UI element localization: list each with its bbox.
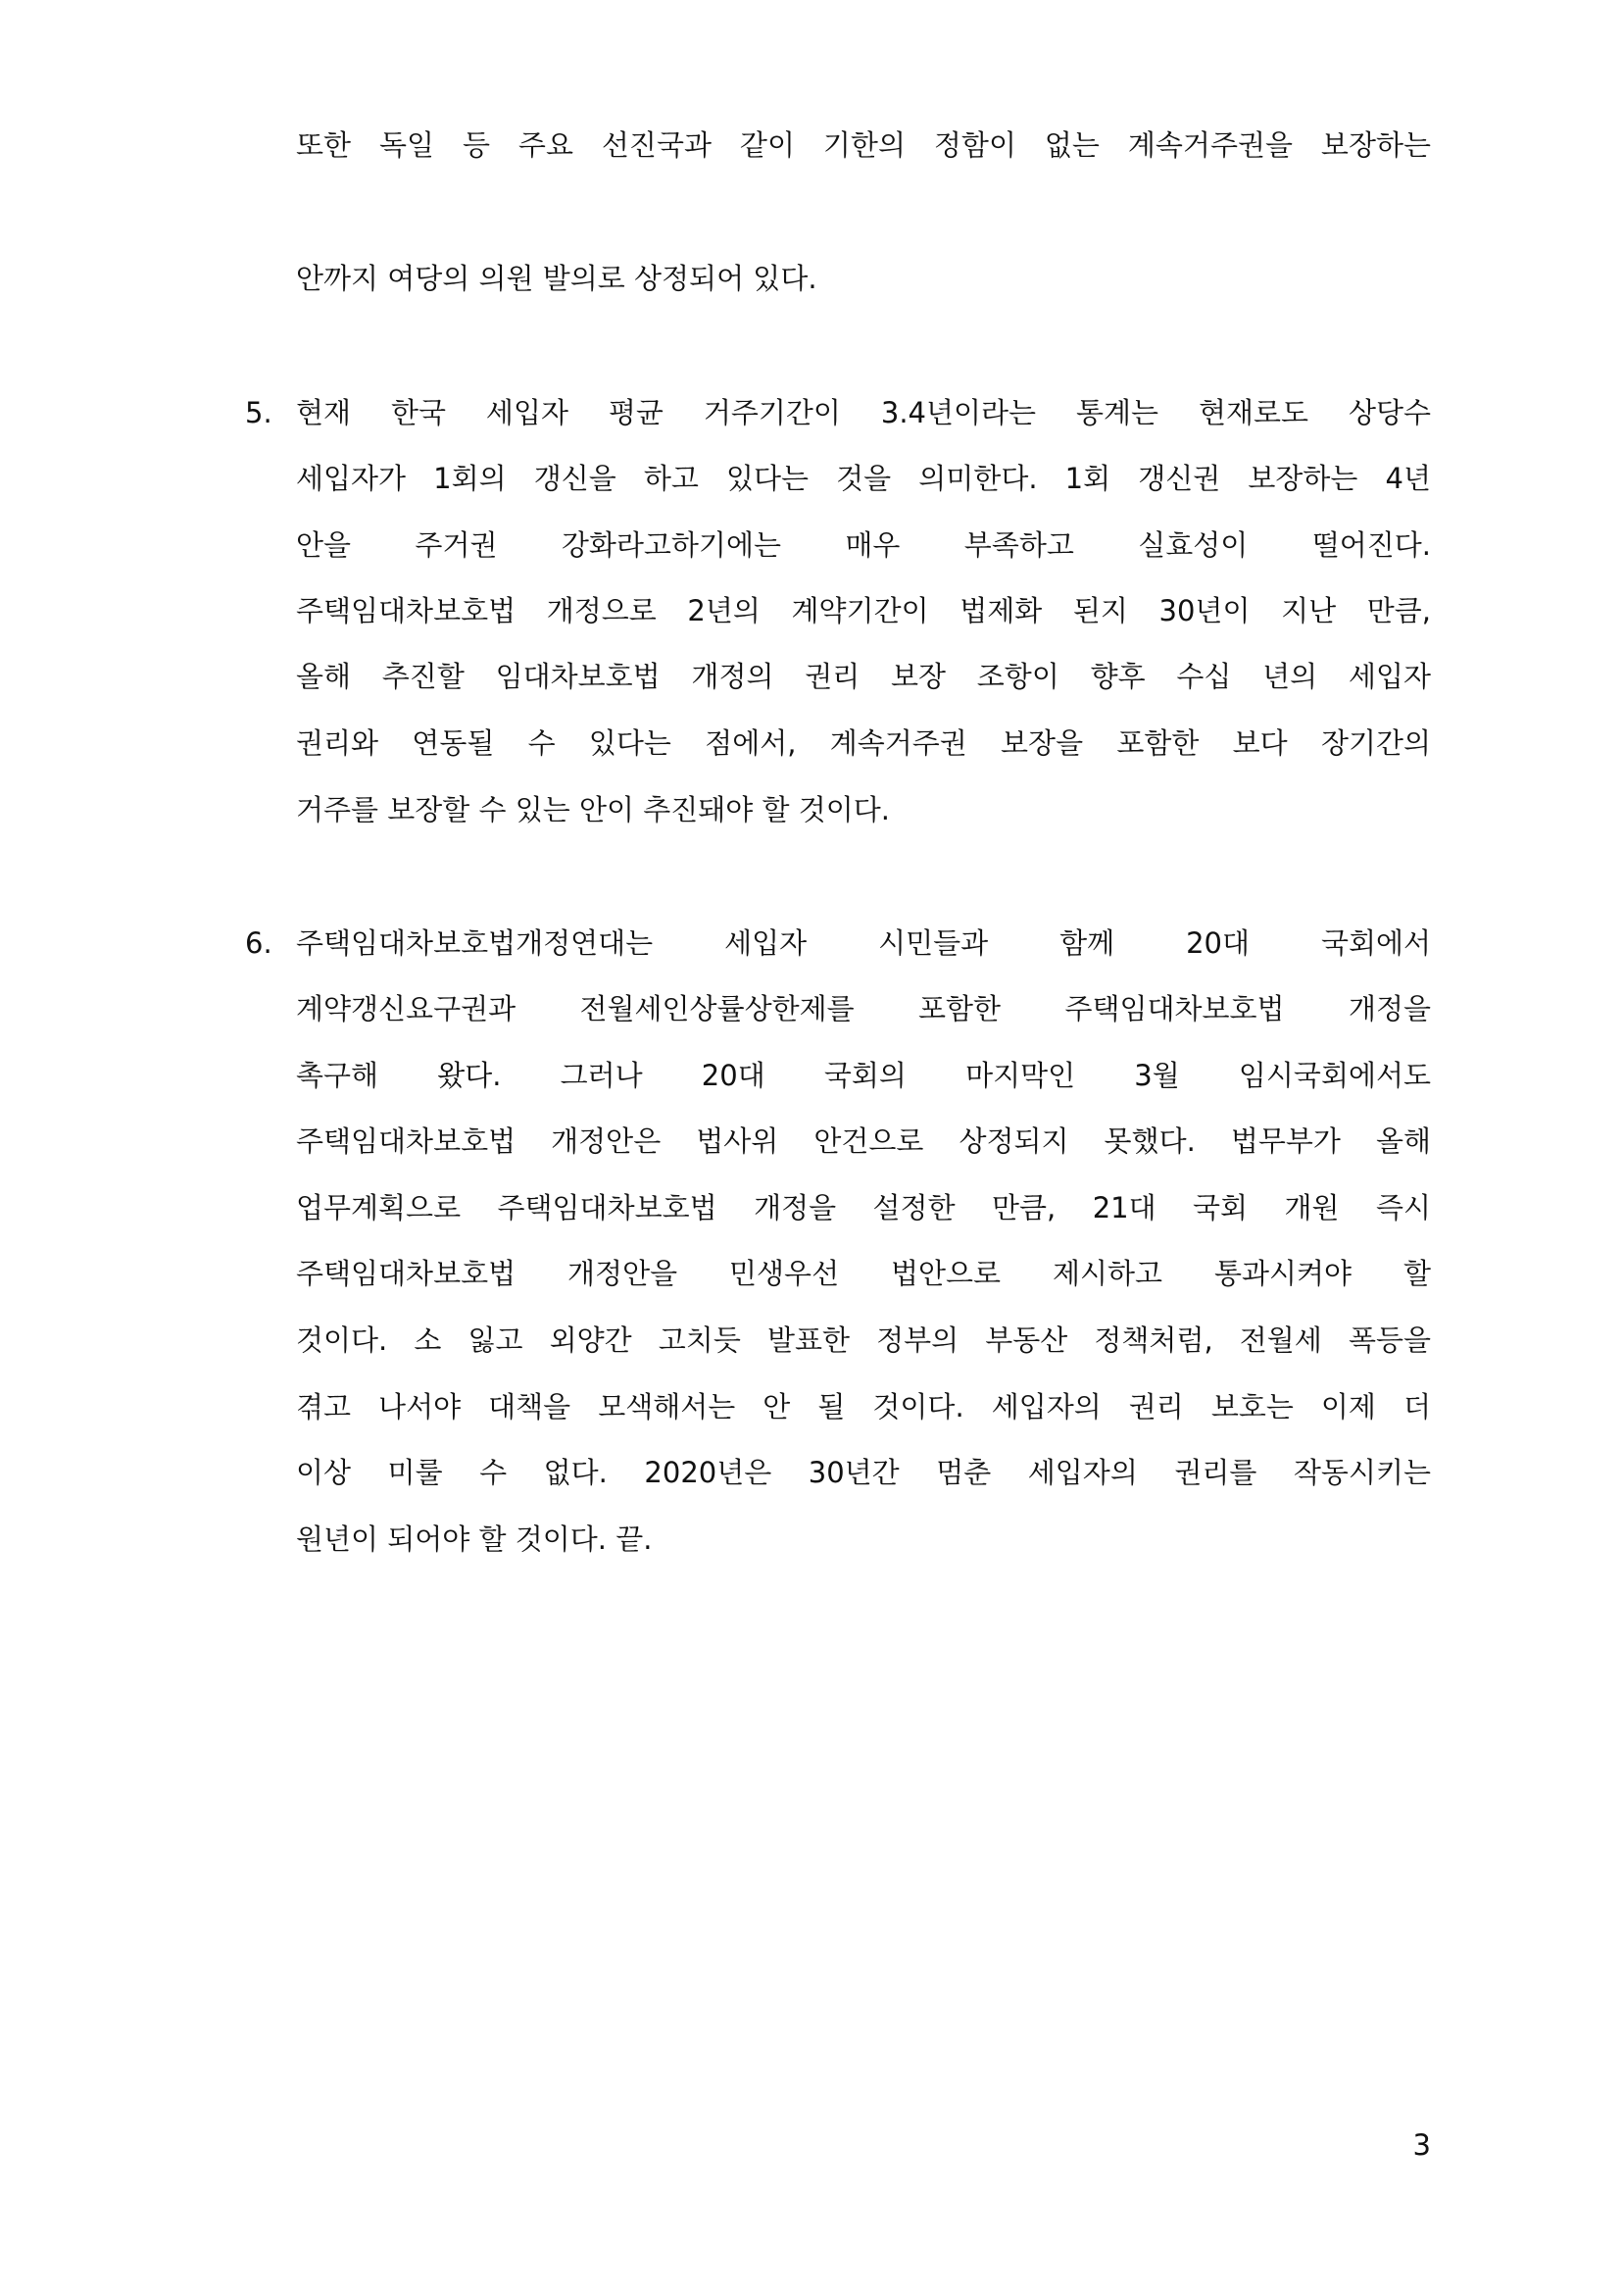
page-number: 3 [1412,2128,1431,2162]
text-line: 주택임대차보호법 개정안을 민생우선 법안으로 제시하고 통과시켜야 할 [296,1257,1431,1290]
text-line: 거주를 보장할 수 있는 안이 추진돼야 할 것이다. [296,793,891,826]
text-line: 올해 추진할 임대차보호법 개정의 권리 보장 조항이 향후 수십 년의 세입자 [296,660,1431,693]
text-line: 이상 미룰 수 없다. 2020년은 30년간 멈춘 세입자의 권리를 작동시키는 [296,1456,1431,1489]
text-line: 현재 한국 세입자 평균 거주기간이 3.4년이라는 통계는 현재로도 상당수 [296,396,1431,429]
text-line: 주택임대차보호법 개정안은 법사위 안건으로 상정되지 못했다. 법무부가 올해 [296,1124,1431,1158]
text-line: 권리와 연동될 수 있다는 점에서, 계속거주권 보장을 포함한 보다 장기간의 [296,726,1431,760]
text-line: 안까지 여당의 의원 발의로 상정되어 있다. [296,262,817,295]
text-line: 주택임대차보호법 개정으로 2년의 계약기간이 법제화 된지 30년이 지난 만큼, [296,594,1431,627]
text-line: 안을 주거권 강화라고하기에는 매우 부족하고 실효성이 떨어진다. [296,528,1431,562]
text-line: 것이다. 소 잃고 외양간 고치듯 발표한 정부의 부동산 정책처럼, 전월세 폭등을 [296,1323,1431,1357]
list-number: 6. [245,926,272,960]
text-line: 원년이 되어야 할 것이다. 끝. [296,1522,653,1556]
text-line: 세입자가 1회의 갱신을 하고 있다는 것을 의미한다. 1회 갱신권 보장하는 4년 [296,462,1431,495]
list-number: 5. [245,396,272,429]
text-line: 촉구해 왔다. 그러나 20대 국회의 마지막인 3월 임시국회에서도 [296,1059,1431,1092]
text-line: 겪고 나서야 대책을 모색해서는 안 될 것이다. 세입자의 권리 보호는 이제 더 [296,1390,1431,1423]
text-line: 또한 독일 등 주요 선진국과 같이 기한의 정함이 없는 계속거주권을 보장하는 [296,128,1431,162]
text-line: 주택임대차보호법개정연대는 세입자 시민들과 함께 20대 국회에서 [296,926,1431,960]
text-line: 업무계획으로 주택임대차보호법 개정을 설정한 만큼, 21대 국회 개원 즉시 [296,1191,1431,1224]
text-line: 계약갱신요구권과 전월세인상률상한제를 포함한 주택임대차보호법 개정을 [296,992,1431,1025]
